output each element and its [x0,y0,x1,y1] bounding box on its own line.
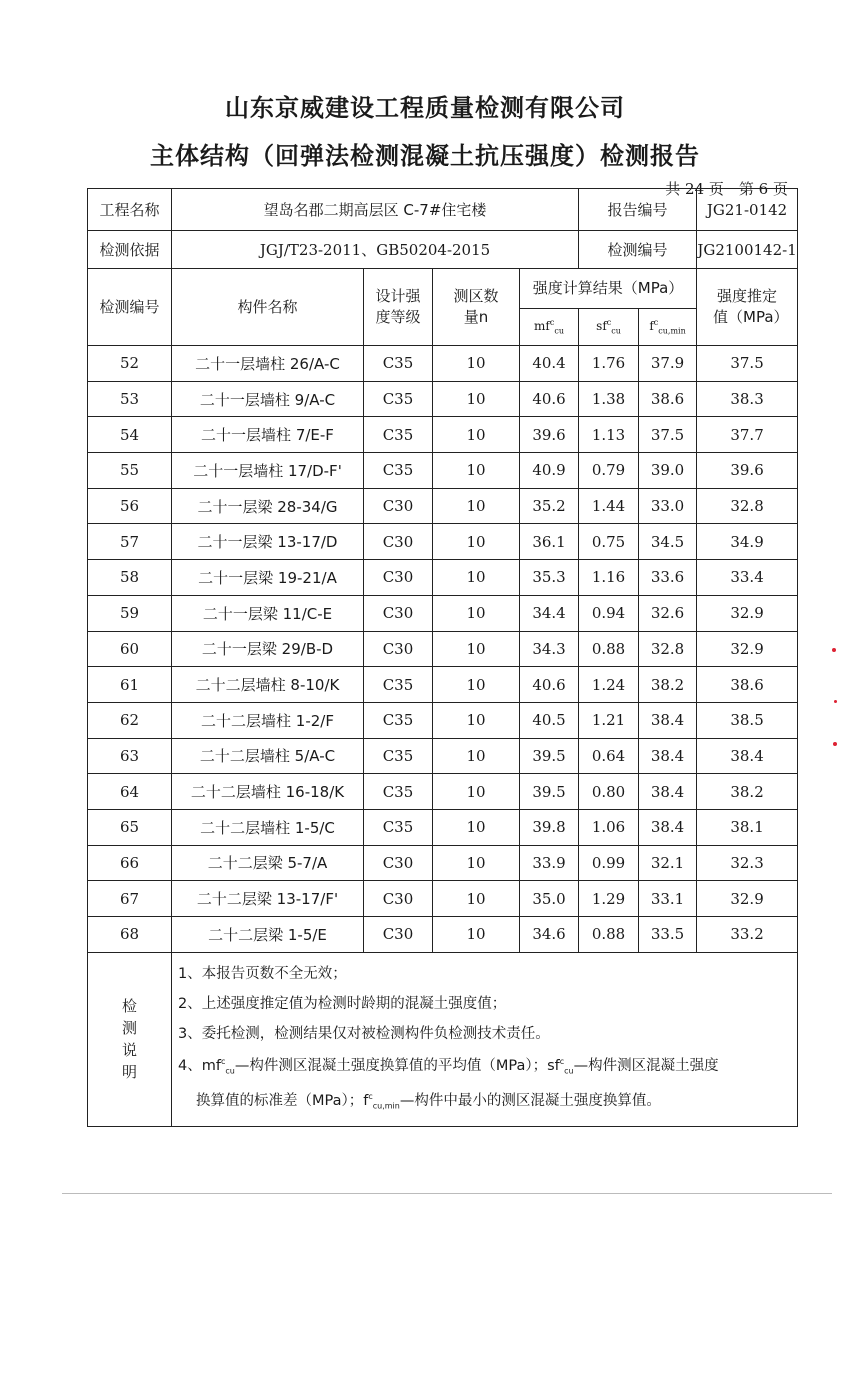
row-grade: C30 [364,917,433,953]
col-grade-header: 设计强度等级 [364,269,433,346]
row-sf: 1.38 [579,381,639,417]
notes-content [172,952,798,1126]
row-mf: 34.4 [520,595,579,631]
row-fmin: 34.5 [639,524,697,560]
row-sf: 0.88 [579,631,639,667]
basis-label: 检测依据 [88,231,172,269]
row-id: 62 [88,702,172,738]
row-fmin: 38.4 [639,774,697,810]
row-estimate: 32.3 [697,845,798,881]
col-id-header: 检测编号 [88,269,172,346]
project-name-value: 望岛名郡二期高层区 C-7#住宅楼 [172,189,579,231]
table-row [88,595,798,631]
row-mf: 33.9 [520,845,579,881]
row-sf: 1.13 [579,417,639,453]
row-fmin: 37.9 [639,346,697,382]
row-fmin: 37.5 [639,417,697,453]
row-component-name: 二十二层梁 13-17/F' [172,881,364,917]
row-id: 67 [88,881,172,917]
row-sf: 1.21 [579,702,639,738]
table-row [88,702,798,738]
row-fmin: 32.1 [639,845,697,881]
row-fmin: 32.6 [639,595,697,631]
row-estimate: 33.4 [697,560,798,596]
row-estimate: 32.8 [697,488,798,524]
col-name-header: 构件名称 [172,269,364,346]
table-row [88,738,798,774]
row-grade: C35 [364,702,433,738]
row-component-name: 二十一层梁 19-21/A [172,560,364,596]
row-estimate: 38.1 [697,809,798,845]
row-id: 58 [88,560,172,596]
row-fmin: 38.4 [639,702,697,738]
row-fmin: 33.5 [639,917,697,953]
row-fmin: 38.2 [639,667,697,703]
row-count: 10 [433,346,520,382]
note-4: 4、$mf^c_{cu}—$构件测区混凝土强度换算值的平均值（MPa）；$sf^c_{cu}—$构件测区混凝土强度 [178,1056,719,1076]
row-estimate: 34.9 [697,524,798,560]
row-count: 10 [433,702,520,738]
row-sf: 1.44 [579,488,639,524]
row-grade: C30 [364,560,433,596]
row-id: 63 [88,738,172,774]
row-count: 10 [433,488,520,524]
project-name-label: 工程名称 [88,189,172,231]
row-count: 10 [433,667,520,703]
row-mf: 35.0 [520,881,579,917]
row-sf: 0.64 [579,738,639,774]
table-row [88,560,798,596]
row-count: 10 [433,595,520,631]
row-grade: C35 [364,381,433,417]
row-component-name: 二十一层墙柱 7/E-F [172,417,364,453]
row-grade: C30 [364,845,433,881]
row-component-name: 二十二层梁 5-7/A [172,845,364,881]
row-count: 10 [433,417,520,453]
column-header-row-1 [88,269,798,309]
row-estimate: 37.7 [697,417,798,453]
row-id: 57 [88,524,172,560]
row-count: 10 [433,774,520,810]
test-no-label: 检测编号 [579,231,697,269]
row-sf: 1.24 [579,667,639,703]
table-row [88,453,798,489]
table-row [88,346,798,382]
row-count: 10 [433,809,520,845]
row-mf: 40.4 [520,346,579,382]
row-id: 61 [88,667,172,703]
red-mark [834,700,837,703]
row-component-name: 二十二层墙柱 16-18/K [172,774,364,810]
row-estimate: 38.6 [697,667,798,703]
row-fmin: 33.6 [639,560,697,596]
row-grade: C35 [364,774,433,810]
row-grade: C35 [364,346,433,382]
row-sf: 1.76 [579,346,639,382]
row-mf: 34.6 [520,917,579,953]
table-row [88,631,798,667]
col-calc-header: 强度计算结果（MPa） [520,269,697,309]
note-4-cont: 换算值的标准差（MPa）；$f^c_{cu,min}—$构件中最小的测区混凝土强度换算值。 [196,1092,661,1112]
row-mf: 35.3 [520,560,579,596]
basis-row [88,231,798,269]
row-mf: 40.9 [520,453,579,489]
note-1: 1、本报告页数不全无效； [178,965,347,982]
row-fmin: 33.1 [639,881,697,917]
row-grade: C35 [364,453,433,489]
page-bottom-line [62,1193,832,1194]
row-sf: 0.99 [579,845,639,881]
row-count: 10 [433,381,520,417]
row-mf: 39.5 [520,738,579,774]
row-component-name: 二十一层墙柱 9/A-C [172,381,364,417]
table-row [88,488,798,524]
row-component-name: 二十二层墙柱 1-5/C [172,809,364,845]
row-id: 68 [88,917,172,953]
row-fmin: 38.4 [639,809,697,845]
row-id: 65 [88,809,172,845]
row-grade: C35 [364,667,433,703]
table-row [88,667,798,703]
table-row [88,524,798,560]
row-fmin: 33.0 [639,488,697,524]
row-component-name: 二十二层墙柱 1-2/F [172,702,364,738]
row-fmin: 38.4 [639,738,697,774]
row-component-name: 二十二层梁 1-5/E [172,917,364,953]
row-id: 53 [88,381,172,417]
col-est-header: 强度推定值（MPa） [697,269,798,346]
row-count: 10 [433,738,520,774]
col-count-header: 测区数量n [433,269,520,346]
row-id: 52 [88,346,172,382]
table-row [88,917,798,953]
row-component-name: 二十一层梁 28-34/G [172,488,364,524]
table-row [88,381,798,417]
table-row [88,417,798,453]
row-sf: 1.29 [579,881,639,917]
row-estimate: 32.9 [697,881,798,917]
row-count: 10 [433,524,520,560]
row-id: 60 [88,631,172,667]
project-row [88,189,798,231]
row-sf: 0.88 [579,917,639,953]
col-mf-header: $mf^c_{cu}$ [520,309,579,346]
row-component-name: 二十一层墙柱 17/D-F' [172,453,364,489]
company-name: 山东京威建设工程质量检测有限公司 [225,94,625,122]
row-estimate: 33.2 [697,917,798,953]
row-estimate: 38.4 [697,738,798,774]
note-3: 3、委托检测，检测结果仅对被检测构件负检测技术责任。 [178,1025,550,1042]
row-sf: 0.79 [579,453,639,489]
test-no-value: JG2100142-1 [697,231,798,269]
table-row [88,881,798,917]
report-no-label: 报告编号 [579,189,697,231]
notes-row [88,952,798,1126]
row-id: 55 [88,453,172,489]
row-component-name: 二十二层墙柱 5/A-C [172,738,364,774]
row-grade: C30 [364,595,433,631]
row-mf: 34.3 [520,631,579,667]
row-estimate: 32.9 [697,595,798,631]
row-sf: 1.16 [579,560,639,596]
row-mf: 40.6 [520,381,579,417]
row-id: 59 [88,595,172,631]
row-fmin: 38.6 [639,381,697,417]
row-id: 54 [88,417,172,453]
row-mf: 39.6 [520,417,579,453]
row-id: 64 [88,774,172,810]
row-component-name: 二十二层墙柱 8-10/K [172,667,364,703]
table-row [88,845,798,881]
row-count: 10 [433,560,520,596]
row-estimate: 38.2 [697,774,798,810]
row-grade: C35 [364,417,433,453]
table-row [88,809,798,845]
table-row [88,774,798,810]
row-component-name: 二十一层梁 11/C-E [172,595,364,631]
row-count: 10 [433,917,520,953]
report-no-value: JG21-0142 [697,189,798,231]
row-sf: 0.75 [579,524,639,560]
note-2: 2、上述强度推定值为检测时龄期的混凝土强度值； [178,995,507,1012]
row-estimate: 37.5 [697,346,798,382]
red-mark [833,742,837,746]
row-estimate: 38.5 [697,702,798,738]
row-grade: C30 [364,524,433,560]
row-grade: C30 [364,488,433,524]
row-mf: 40.6 [520,667,579,703]
row-count: 10 [433,453,520,489]
row-mf: 35.2 [520,488,579,524]
row-sf: 1.06 [579,809,639,845]
row-mf: 39.5 [520,774,579,810]
page-info: 共 24 页 第 6 页 [665,180,788,198]
row-id: 56 [88,488,172,524]
notes-label: 检测说明 [88,952,172,1126]
row-estimate: 39.6 [697,453,798,489]
row-count: 10 [433,881,520,917]
row-count: 10 [433,845,520,881]
report-table [87,188,798,1127]
row-grade: C35 [364,809,433,845]
row-grade: C30 [364,631,433,667]
basis-value: JGJ/T23-2011、GB50204-2015 [172,231,579,269]
col-sf-header: $sf^c_{cu}$ [579,309,639,346]
col-fmin-header: $f^c_{cu,min}$ [639,309,697,346]
row-mf: 39.8 [520,809,579,845]
row-component-name: 二十一层墙柱 26/A-C [172,346,364,382]
row-sf: 0.94 [579,595,639,631]
row-mf: 36.1 [520,524,579,560]
row-component-name: 二十一层梁 13-17/D [172,524,364,560]
row-estimate: 32.9 [697,631,798,667]
row-fmin: 32.8 [639,631,697,667]
row-grade: C30 [364,881,433,917]
report-title: 主体结构（回弹法检测混凝土抗压强度）检测报告 [150,142,700,170]
row-sf: 0.80 [579,774,639,810]
row-id: 66 [88,845,172,881]
row-count: 10 [433,631,520,667]
row-mf: 40.5 [520,702,579,738]
row-component-name: 二十一层梁 29/B-D [172,631,364,667]
red-mark [832,648,836,652]
row-estimate: 38.3 [697,381,798,417]
row-grade: C35 [364,738,433,774]
row-fmin: 39.0 [639,453,697,489]
